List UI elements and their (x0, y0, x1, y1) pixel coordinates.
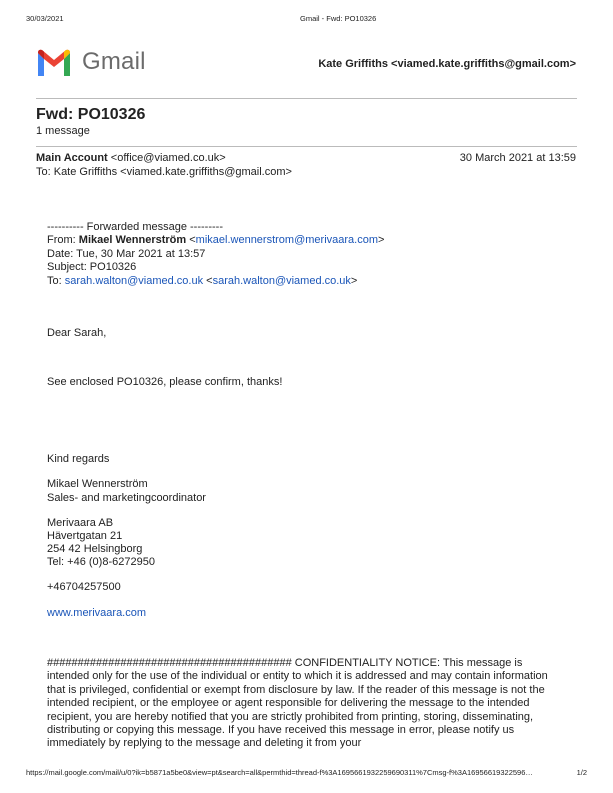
message-count: 1 message (36, 125, 90, 137)
gmail-m-icon (36, 49, 72, 77)
sender-name: Main Account (36, 152, 108, 164)
forward-from-email-link[interactable]: mikael.wennerstrom@merivaara.com (195, 234, 378, 246)
forward-from: From: Mikael Wennerström <mikael.wennerstrom@merivaara.com> (47, 234, 385, 246)
company-street: Hävertgatan 21 (47, 530, 123, 542)
confidentiality-notice: ######################################## CONFIDENTIALITY NOTICE: This message is intended only for the use of the individual or entity to which it is addressed and may contain information that is privileged, confidential or exempt from disclosure by law. If the reader of this message is not the intended recipient, or the employee or agent responsible for delivering the message to the intended recipient, you are hereby notified that you are strictly prohibited from printing, storing, disseminating, distributing or copying this message. If you have received this message in error, please notify us immediately by replying to the message and deleting it from your (47, 657, 548, 750)
message-date: 30 March 2021 at 13:59 (459, 152, 576, 164)
sender-email: <office@viamed.co.uk> (110, 152, 226, 164)
gmail-wordmark: Gmail (82, 48, 146, 75)
divider (36, 98, 577, 99)
forward-to: To: sarah.walton@viamed.co.uk <sarah.walton@viamed.co.uk> (47, 275, 358, 287)
print-title: Gmail - Fwd: PO10326 (300, 14, 377, 23)
signature-name: Mikael Wennerström (47, 478, 148, 490)
footer-page: 1/2 (576, 768, 587, 777)
forward-header: ---------- Forwarded message --------- (47, 221, 223, 233)
forward-to-label: To: (47, 275, 62, 287)
company-website-link[interactable]: www.merivaara.com (47, 607, 147, 619)
thread-subject: Fwd: PO10326 (36, 106, 146, 123)
regards: Kind regards (47, 453, 110, 465)
account-user: Kate Griffiths <viamed.kate.griffiths@gmail.com> (318, 58, 576, 70)
forward-from-name: Mikael Wennerström (78, 234, 187, 246)
greeting: Dear Sarah, (47, 327, 107, 339)
company-mobile: +46704257500 (47, 581, 121, 593)
company-tel: Tel: +46 (0)8-6272950 (47, 556, 155, 568)
sender (36, 152, 226, 164)
forward-date: Date: Tue, 30 Mar 2021 at 13:57 (47, 248, 206, 260)
divider (36, 146, 577, 147)
forward-from-label: From: (47, 234, 76, 246)
forward-to-email-link[interactable]: sarah.walton@viamed.co.uk (64, 275, 204, 287)
forward-subject: Subject: PO10326 (47, 261, 137, 273)
body-text: See enclosed PO10326, please confirm, thanks! (47, 376, 283, 388)
print-date: 30/03/2021 (26, 14, 64, 23)
footer-url: https://mail.google.com/mail/u/0?ik=b5871a5be0&view=pt&search=all&permthid=thread-f%3A1695661932259690311%7Cmsg-f%3A16956619322596… (26, 768, 533, 777)
signature-title: Sales- and marketingcoordinator (47, 492, 206, 504)
company-city: 254 42 Helsingborg (47, 543, 143, 555)
company-name: Merivaara AB (47, 517, 114, 529)
forward-to-email-link-2[interactable]: sarah.walton@viamed.co.uk (212, 275, 351, 287)
message-recipient: To: Kate Griffiths <viamed.kate.griffiths@gmail.com> (36, 166, 292, 178)
gmail-logo[interactable] (36, 48, 148, 78)
